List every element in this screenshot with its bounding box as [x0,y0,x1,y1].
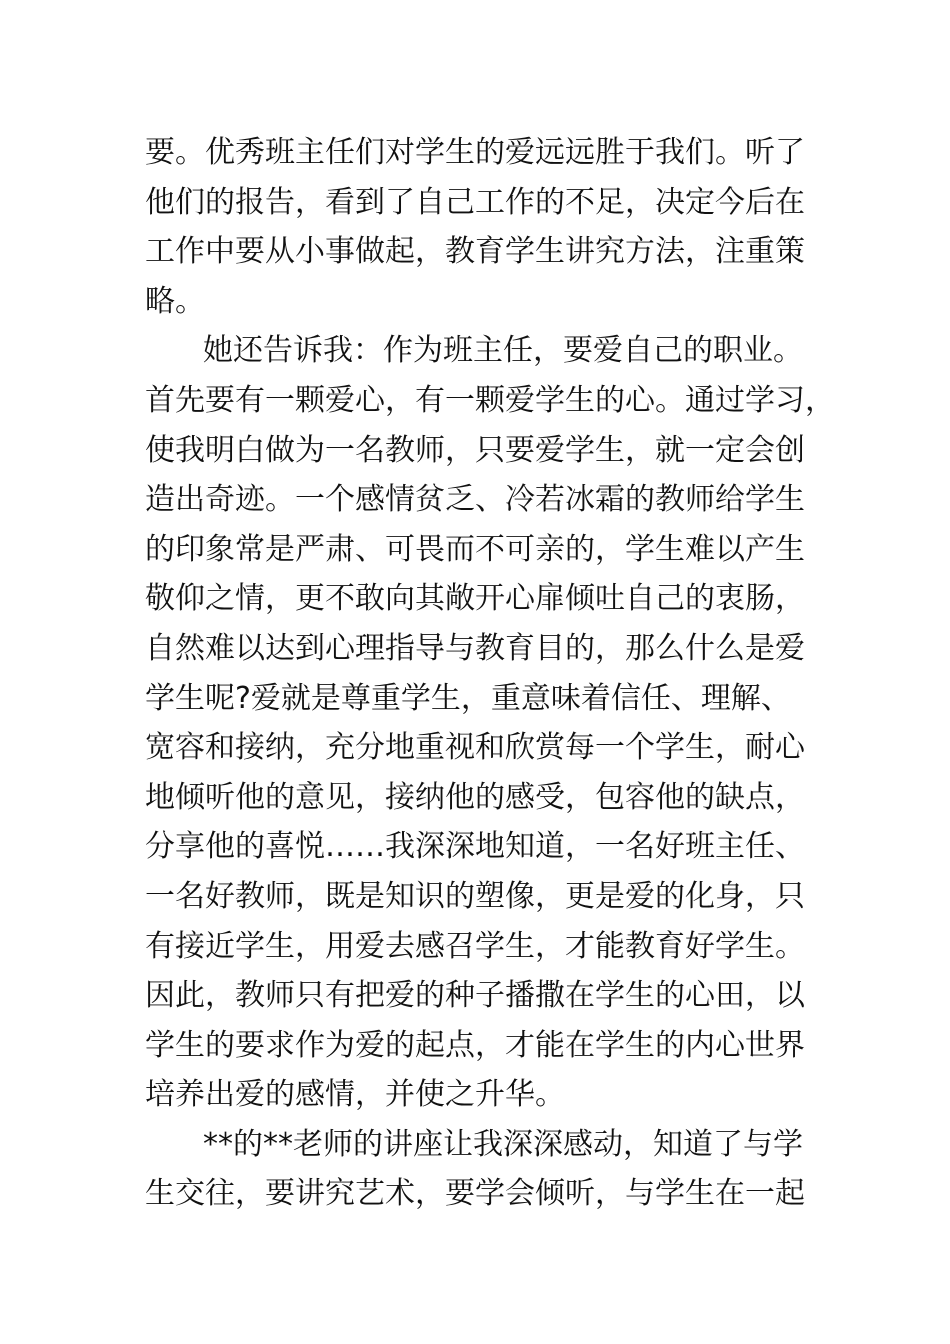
text-line: 造出奇迹。一个感情贫乏、冷若冰霜的教师给学生 [145,482,805,518]
text-line: 略。 [145,283,205,319]
text-line: 首先要有一颗爱心，有一颗爱学生的心。通过学习， [145,382,835,418]
paragraph-2 [145,326,835,1120]
text-line: 学生呢?爱就是尊重学生，重意味着信任、理解、 [145,680,791,716]
paragraph-3 [145,1120,805,1219]
text-line: 要。优秀班主任们对学生的爱远远胜于我们。听了 [145,135,805,170]
text-line: 自然难以达到心理指导与教育目的，那么什么是爱 [145,630,805,666]
text-line: 宽容和接纳，充分地重视和欣赏每一个学生，耐心 [145,730,805,766]
paragraph-1 [145,128,805,326]
text-line: 他们的报告，看到了自己工作的不足，决定今后在 [145,184,805,220]
text-line: 因此，教师只有把爱的种子播撒在学生的心田，以 [145,978,805,1014]
text-line: 分享他的喜悦……我深深地知道，一名好班主任、 [145,829,805,865]
text-line: **的**老师的讲座让我深深感动，知道了与学 [203,1126,803,1162]
document-body [145,128,835,1219]
text-line: 工作中要从小事做起，教育学生讲究方法，注重策 [145,234,805,270]
text-line: 她还告诉我：作为班主任，要爱自己的职业。 [203,333,803,369]
text-line: 一名好教师，既是知识的塑像，更是爱的化身，只 [145,878,805,914]
text-line: 地倾听他的意见，接纳他的感受，包容他的缺点， [145,779,805,815]
text-line: 学生的要求作为爱的起点，才能在学生的内心世界 [145,1027,805,1063]
text-line: 使我明白做为一名教师，只要爱学生，就一定会创 [145,432,805,468]
text-line: 有接近学生，用爱去感召学生，才能教育好学生。 [145,928,805,964]
text-line: 生交往，要讲究艺术，要学会倾听，与学生在一起 [145,1176,805,1212]
text-line: 的印象常是严肃、可畏而不可亲的，学生难以产生 [145,531,805,567]
text-line: 敬仰之情，更不敢向其敞开心扉倾吐自己的衷肠， [145,581,805,617]
text-line: 培养出爱的感情，并使之升华。 [145,1077,565,1113]
